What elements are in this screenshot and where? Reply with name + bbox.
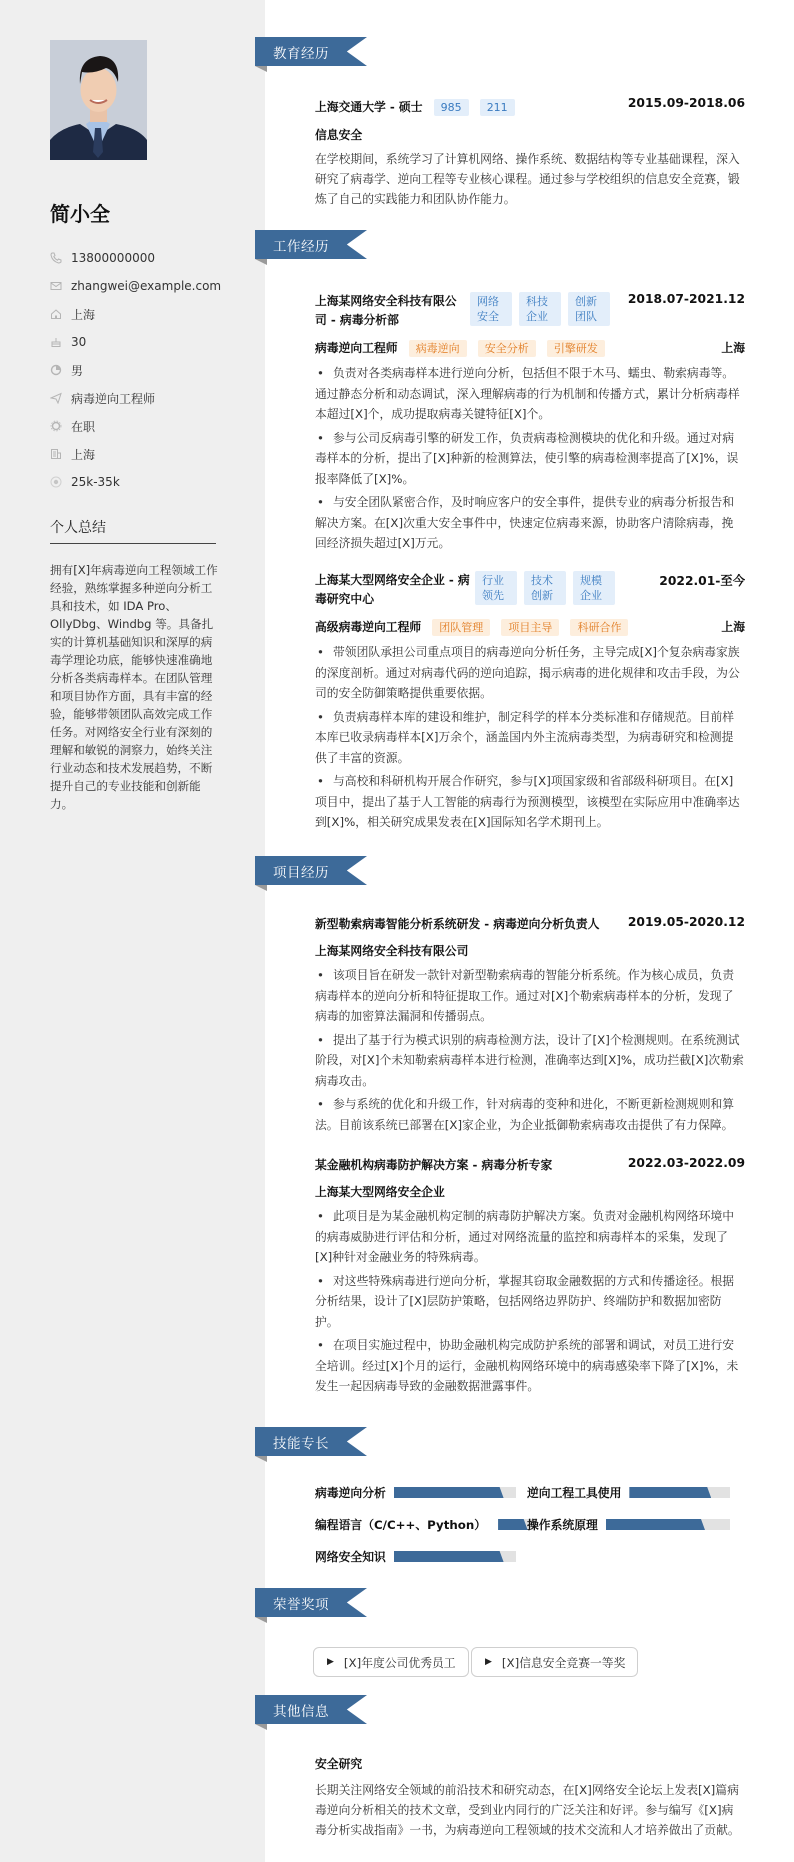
work-date: 2022.01-至今 [659,574,745,588]
position-value: 病毒逆向工程师 [71,391,156,406]
info-work-city [50,440,250,468]
phone-icon [50,252,62,264]
work-bullet: • 参与公司反病毒引擎的研发工作，负责病毒检测模块的优化和升级。通过对病毒样本的分析，提出了[X]种新的检测算法，使引擎的病毒检测率提高了[X]%，误报率降低了[X]%。 [315,430,739,486]
skill-name: 操作系统原理 [527,1518,598,1532]
cake-icon [50,336,62,348]
candidate-name: 简小全 [50,202,110,226]
work-city-value: 上海 [71,447,96,462]
section-title: 其他信息 [273,1704,329,1720]
info-gender [50,356,250,384]
company-name-line2: 司 - 病毒分析部 [315,313,399,327]
skill-bar [629,1487,730,1498]
skill-item [315,1548,516,1565]
project-bullet: • 在项目实施过程中，协助金融机构完成防护系统的部署和调试，对员工进行安全培训。经过[X]个月的运行，金融机构网络环境中的病毒感染率下降了[X]%，未发生一起因病毒导致的金融数据泄露事件。 [315,1338,739,1393]
salary-icon [50,476,62,488]
skill-item [315,1484,516,1501]
other-text: 长期关注网络安全领域的前沿技术和研究动态，在[X]网络安全论坛上发表[X]篇病毒逆向分析相关的技术文章，受到业内同行的广泛关注和好评。参与编写《[X]病毒分析实战指南》一书，为病毒逆向工程领域的技术交流和人才培养做出了贡献。 [315,1783,740,1837]
skill-bar [606,1519,730,1530]
company-name-line1: 上海某网络安全科技有限公 [315,294,457,308]
project-entry [315,915,745,1135]
other-title: 安全研究 [315,1757,363,1771]
work-entry [315,292,745,554]
status-icon [50,420,62,432]
skill-name: 逆向工程工具使用 [527,1486,622,1500]
home-icon [50,308,62,320]
work-bullet: • 与高校和科研机构开展合作研究，参与[X]项国家级和省部级科研项目。在[X]项目中，提出了基于人工智能的病毒行为预测模型，该模型在实际应用中准确率达到[X]%，相关研究成果发表在[X]国际知名学术期刊上。 [315,774,740,829]
gender-icon [50,364,62,376]
contact-info-list [50,244,250,496]
project-date: 2019.05-2020.12 [627,915,745,929]
summary-text: 拥有[X]年病毒逆向工程领域工作经验，熟练掌握多种逆向分析工具和技术，如 IDA Pro、OllyDbg、Windbg 等。具备扎实的计算机基础知识和深厚的病毒学理论功底，能够快速准确地分析各类病毒样本。在团队管理和项目协作方面，具有丰富的经验，能够带领团队高效完成工作任务。对网络安全行业有深刻的理解和敏锐的洞察力，始终关注行业动态和技术发展趋势，不断提升自己的专业技能和创新能力。 [50,563,218,811]
award-label: [X]信息安全竞赛一等奖 [501,1655,626,1670]
triangle-right-icon: ▶ [327,1657,334,1667]
mail-icon [50,280,62,292]
company-tag: 行业 领先 [475,571,517,605]
info-position [50,384,250,412]
info-city [50,300,250,328]
company-tag: 科技 企业 [519,292,561,326]
section-title: 教育经历 [273,46,329,62]
avatar [50,40,147,160]
info-salary [50,468,250,496]
skill-name: 病毒逆向分析 [315,1486,386,1500]
city-value: 上海 [71,307,96,322]
other-entry [315,1755,745,1840]
project-bullet: • 提出了基于行为模式识别的病毒检测方法，设计了[X]个检测规则。在系统测试阶段，对[X]个未知勒索病毒样本进行检测，准确率达到[X]%，成功拦截[X]次勒索病毒攻击。 [315,1032,744,1088]
sidebar [0,0,265,1862]
building-icon [50,448,62,460]
project-bullet: • 对这些特殊病毒进行逆向分析，掌握其窃取金融数据的方式和传播途径。根据分析结果，设计了[X]层防护策略，包括网络边界防护、终端防护和数据加密防护。 [315,1273,735,1329]
section-header-education [255,37,367,66]
role-tag: 团队管理 [432,619,490,636]
info-status [50,412,250,440]
job-role: 高级病毒逆向工程师 [315,620,422,634]
summary-title: 个人总结 [50,520,106,536]
project-date: 2022.03-2022.09 [627,1156,745,1170]
project-company: 上海某网络安全科技有限公司 [315,944,469,958]
project-bullet: • 此项目是为某金融机构定制的病毒防护解决方案。负责对金融机构网络环境中的病毒威胁进行评估和分析，通过对网络流量的监控和病毒样本的采集，发现了[X]种针对金融业务的特殊病毒。 [315,1209,735,1264]
company-tag: 技术 创新 [524,571,566,605]
gender-value: 男 [71,363,84,378]
role-tag: 引擎研发 [547,340,605,357]
skill-name: 网络安全知识 [315,1550,386,1564]
role-tag: 科研合作 [570,619,628,636]
award-item [313,1647,469,1677]
major: 信息安全 [315,128,363,142]
education-desc: 在学校期间，系统学习了计算机网络、操作系统、数据结构等专业基础课程，深入研究了病毒学、逆向工程等专业核心课程。通过参与学校组织的信息安全竞赛，锻炼了自己的实践能力和团队协作能力。 [315,152,740,206]
section-title: 荣誉奖项 [273,1597,329,1613]
job-location: 上海 [721,340,745,355]
project-bullet: • 该项目旨在研发一款针对新型勒索病毒的智能分析系统。作为核心成员，负责病毒样本的逆向分析和特征提取工作。通过对[X]个勒索病毒样本的分析，发现了病毒的加密算法漏洞和传播弱点。 [315,968,735,1023]
status-value: 在职 [71,419,96,434]
education-entry [315,96,745,209]
skill-bar [394,1551,516,1562]
section-title: 技能专长 [273,1436,329,1452]
school-tag: 985 [434,99,469,116]
work-bullet: • 负责对各类病毒样本进行逆向分析，包括但不限于木马、蠕虫、勒索病毒等。通过静态分析和动态调试，深入理解病毒的行为机制和传播方式，累计分析病毒样本超过[X]个，成功提取病毒关键特征[X]个。 [315,366,740,421]
age-value: 30 [71,335,87,349]
section-header-skills [255,1427,367,1456]
project-entry [315,1156,745,1397]
section-header-other [255,1695,367,1724]
work-bullet: • 带领团队承担公司重点项目的病毒逆向分析任务，主导完成[X]个复杂病毒家族的深度剖析。通过对病毒代码的逆向追踪，揭示病毒的进化规律和攻击手段，为公司的安全防御策略提供重要依据。 [315,645,740,700]
job-role: 病毒逆向工程师 [315,341,398,355]
section-title: 工作经历 [273,239,329,255]
award-item [471,1647,638,1677]
company-name-line2: 毒研究中心 [315,592,374,606]
phone-value: 13800000000 [71,251,155,265]
section-title: 项目经历 [273,865,329,881]
info-email [50,272,250,300]
email-value: zhangwei@example.com [71,279,222,293]
section-header-honors [255,1588,367,1617]
project-title: 某金融机构病毒防护解决方案 - 病毒分析专家 [315,1158,553,1172]
skill-item [527,1484,730,1501]
section-header-work [255,230,367,259]
role-tag: 病毒逆向 [409,340,467,357]
company-tag: 创新 团队 [568,292,610,326]
triangle-right-icon: ▶ [485,1657,492,1667]
project-bullet: • 参与系统的优化和升级工作，针对病毒的变种和进化，不断更新检测规则和算法。目前该系统已部署在[X]家企业，为企业抵御勒索病毒攻击提供了有力保障。 [315,1097,735,1132]
work-entry [315,571,745,833]
summary-divider [50,543,216,544]
company-tag: 网络 安全 [470,292,512,326]
role-tag: 项目主导 [501,619,559,636]
project-title: 新型勒索病毒智能分析系统研发 - 病毒逆向分析负责人 [315,917,600,931]
salary-value: 25k-35k [71,475,120,489]
work-date: 2018.07-2021.12 [627,292,745,306]
skill-name: 编程语言（C/C++、Python） [315,1518,487,1532]
project-company: 上海某大型网络安全企业 [315,1185,445,1199]
skill-bar [394,1487,516,1498]
award-label: [X]年度公司优秀员工 [343,1655,456,1670]
work-bullet: • 与安全团队紧密合作，及时响应客户的安全事件，提供专业的病毒分析报告和解决方案。在[X]次重大安全事件中，快速定位病毒来源，协助客户清除病毒，挽回经济损失超过[X]万元。 [315,495,735,550]
role-tag: 安全分析 [478,340,536,357]
section-header-projects [255,856,367,885]
school-name: 上海交通大学 - 硕士 [315,100,423,114]
job-location: 上海 [721,619,745,634]
work-bullet: • 负责病毒样本库的建设和维护，制定科学的样本分类标准和存储规范。目前样本库已收录病毒样本[X]万余个，涵盖国内外主流病毒类型，为病毒研究和检测提供了丰富的资源。 [315,709,735,765]
skill-item [527,1516,730,1533]
education-date: 2015.09-2018.06 [627,96,745,110]
skill-item [315,1516,535,1533]
info-age [50,328,250,356]
company-name-line1: 上海某大型网络安全企业 - 病 [315,573,470,587]
send-icon [50,392,62,404]
info-phone [50,244,250,272]
school-tag: 211 [480,99,515,116]
company-tag: 规模 企业 [573,571,615,605]
